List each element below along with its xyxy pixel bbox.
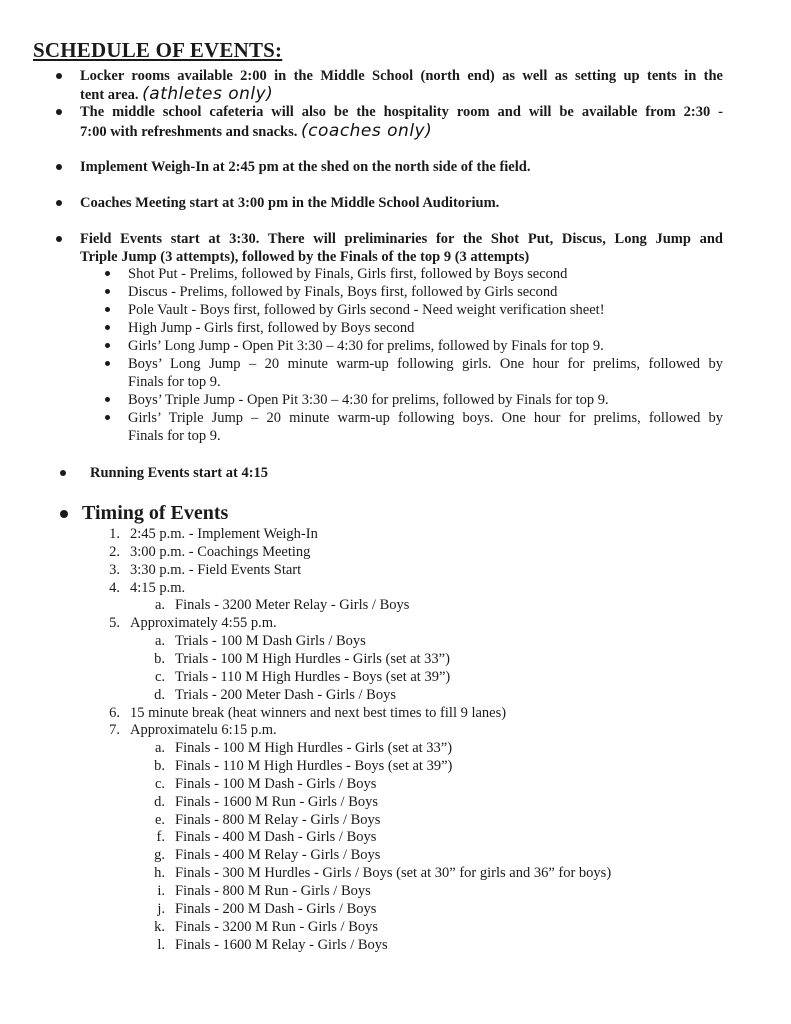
schedule-item-locker-rooms: Locker rooms available 2:00 in the Middle School (north end) as well as setting up tents in the [80,68,723,84]
timing-sub-item: Finals - 400 M Relay - Girls / Boys [175,847,381,864]
timing-number: 2. [109,543,120,560]
timing-sub-item: Finals - 100 M Dash - Girls / Boys [175,775,377,792]
timing-item: 4:15 p.m. [130,579,186,596]
sub-bullet [105,289,110,294]
timing-sub-item: Finals - 1600 M Relay - Girls / Boys [175,936,388,953]
bullet [56,236,62,242]
timing-sub-letter: k. [154,918,165,935]
timing-sub-item: Finals - 1600 M Run - Girls / Boys [175,793,379,810]
timing-sub-letter: a. [154,597,165,614]
schedule-item-field-events: Field Events start at 3:30. There will preliminaries for the Shot Put, Discus, Long Jump and [80,231,723,247]
field-event-shot-put: Shot Put - Prelims, followed by Finals, Girls first, followed by Boys second [128,266,568,282]
timing-sub-item: Finals - 800 M Run - Girls / Boys [175,883,371,899]
timing-sub-item: Finals - 300 M Hurdles - Girls / Boys (set at 30” for girls and 36” for boys) [175,865,612,882]
timing-sub-letter: h. [154,865,165,882]
schedule-item-locker-rooms-line2: tent area. [80,87,139,103]
timing-sub-letter: a. [154,633,165,650]
timing-number: 1. [109,526,120,542]
field-event-high-jump: High Jump - Girls first, followed by Boys second [128,320,415,336]
timing-sub-letter: e. [154,811,165,828]
timing-sub-letter: c. [154,775,165,792]
field-event-girls-long-jump: Girls’ Long Jump - Open Pit 3:30 – 4:30 for prelims, followed by Finals for top 9. [128,338,604,354]
timing-sub-item: Finals - 3200 Meter Relay - Girls / Boys [175,597,410,614]
timing-sub-letter: f. [156,829,165,846]
timing-sub-item: Finals - 110 M High Hurdles - Boys (set at 39”) [175,758,453,775]
bullet [60,510,68,518]
timing-item: Approximatelu 6:15 p.m. [130,722,277,739]
timing-item: 2:45 p.m. - Implement Weigh-In [130,526,318,542]
schedule-item-cafeteria-line2: 7:00 with refreshments and snacks. [80,124,298,140]
timing-sub-letter: i. [157,883,165,899]
timing-number: 3. [109,561,120,578]
timing-sub-item: Trials - 200 Meter Dash - Girls / Boys [175,686,396,703]
schedule-item-coaches-meeting: Coaches Meeting start at 3:00 pm in the Middle School Auditorium. [80,195,500,211]
timing-sub-letter: d. [154,793,165,810]
field-event-discus: Discus - Prelims, followed by Finals, Boys first, followed by Girls second [128,284,558,300]
timing-sub-letter: b. [154,758,165,775]
field-event-girls-triple-jump: Girls’ Triple Jump – 20 minute warm-up following boys. One hour for prelims, followed by [128,410,723,426]
timing-item: 3:30 p.m. - Field Events Start [130,561,302,578]
sub-bullet [105,415,110,420]
timing-number: 6. [109,704,120,721]
sub-bullet [105,343,110,348]
timing-sub-item: Finals - 800 M Relay - Girls / Boys [175,811,381,828]
sub-bullet [105,397,110,402]
handwritten-note-athletes: (athletes only) [142,84,274,104]
timing-sub-letter: b. [154,650,165,667]
field-event-boys-long-jump: Boys’ Long Jump – 20 minute warm-up following girls. One hour for prelims, followed by [128,356,723,372]
bullet [60,470,66,476]
timing-sub-letter: a. [154,740,165,757]
timing-sub-letter: g. [154,847,165,864]
sub-bullet [105,307,110,312]
timing-sub-item: Finals - 3200 M Run - Girls / Boys [175,918,379,935]
sub-bullet [105,361,110,366]
timing-sub-letter: l. [157,936,165,953]
timing-sub-item: Trials - 100 M High Hurdles - Girls (set at 33”) [175,650,450,667]
timing-sub-item: Trials - 110 M High Hurdles - Boys (set at 39”) [175,668,451,685]
schedule-heading: SCHEDULE OF EVENTS: [33,38,283,62]
schedule-item-cafeteria-cont [80,122,432,141]
handwritten-note-coaches: (coaches only) [301,121,433,141]
timing-heading: Timing of Events [82,502,229,524]
timing-item: 3:00 p.m. - Coachings Meeting [130,543,311,560]
timing-number: 7. [109,722,120,739]
timing-sub-item: Finals - 100 M High Hurdles - Girls (set at 33”) [175,740,453,757]
timing-number: 5. [109,615,120,632]
timing-sub-letter: c. [154,668,165,685]
timing-sub-letter: d. [154,686,165,703]
timing-item: Approximately 4:55 p.m. [130,615,277,632]
timing-number: 4. [109,579,120,596]
bullet [56,73,62,79]
field-event-boys-triple-jump: Boys’ Triple Jump - Open Pit 3:30 – 4:30 for prelims, followed by Finals for top 9. [128,392,609,408]
bullet [56,164,62,170]
schedule-item-weigh-in: Implement Weigh-In at 2:45 pm at the shed on the north side of the field. [80,159,531,175]
timing-sub-letter: j. [157,900,165,917]
field-event-pole-vault: Pole Vault - Boys first, followed by Girls second - Need weight verification sheet! [128,302,605,318]
timing-sub-item: Finals - 400 M Dash - Girls / Boys [175,829,377,846]
schedule-item-locker-rooms-cont [80,85,273,104]
sub-bullet [105,271,110,276]
sub-bullet [105,325,110,330]
timing-item: 15 minute break (heat winners and next best times to fill 9 lanes) [130,704,507,721]
field-event-girls-triple-jump-cont: Finals for top 9. [128,428,221,444]
bullet [56,200,62,206]
schedule-item-running-events: Running Events start at 4:15 [90,465,269,481]
bullet [56,109,62,115]
schedule-item-field-events-cont: Triple Jump (3 attempts), followed by the Finals of the top 9 (3 attempts) [80,249,530,265]
schedule-item-cafeteria: The middle school cafeteria will also be the hospitality room and will be available from 2:30 - [80,104,723,120]
timing-sub-item: Finals - 200 M Dash - Girls / Boys [175,900,377,917]
field-event-boys-long-jump-cont: Finals for top 9. [128,374,221,390]
timing-sub-item: Trials - 100 M Dash Girls / Boys [175,633,366,650]
